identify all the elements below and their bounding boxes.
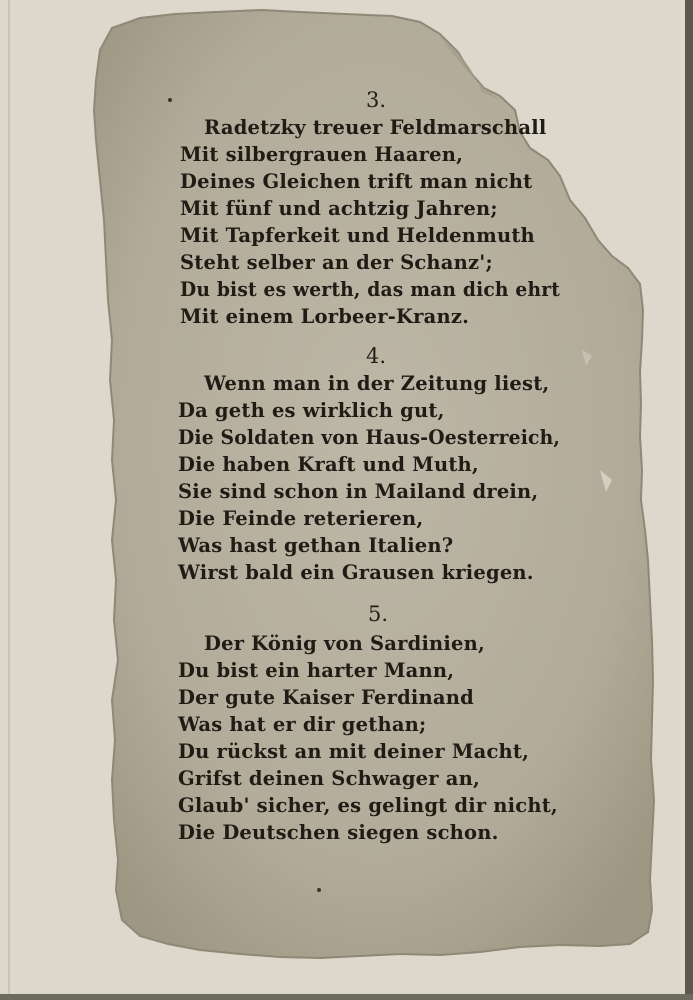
ink-dot bbox=[168, 98, 172, 102]
stanza-5-line-8: Die Deutschen siegen schon. bbox=[178, 821, 499, 844]
stanza-3-line-1: Radetzky treuer Feldmarschall bbox=[204, 116, 547, 139]
stanza-3-line-8: Mit einem Lorbeer-Kranz. bbox=[180, 305, 470, 328]
stanza-5-line-1: Der König von Sardinien, bbox=[204, 632, 486, 655]
stanza-4-line-6: Die Feinde reterieren, bbox=[178, 507, 424, 530]
stanza-4-line-7: Was hast gethan Italien? bbox=[178, 534, 454, 557]
stanza-5-line-3: Der gute Kaiser Ferdinand bbox=[178, 686, 474, 709]
stanza-3-line-2: Mit silbergrauen Haaren, bbox=[180, 143, 464, 166]
stanza-3-line-3: Deines Gleichen trift man nicht bbox=[180, 170, 533, 193]
stanza-4-line-5: Sie sind schon in Mailand drein, bbox=[178, 480, 539, 503]
stanza-4-line-1: Wenn man in der Zeitung liest, bbox=[204, 372, 550, 395]
stanza-3-line-7: Du bist es werth, das man dich ehrt bbox=[180, 278, 561, 301]
stanza-4-line-2: Da geth es wirklich gut, bbox=[178, 399, 445, 422]
stanza-3-number: 3. bbox=[366, 88, 387, 112]
stanza-3-line-4: Mit fünf und achtzig Jahren; bbox=[180, 197, 498, 220]
stanza-3-line-6: Steht selber an der Schanz'; bbox=[180, 251, 493, 274]
stanza-5-line-5: Du rückst an mit deiner Macht, bbox=[178, 740, 530, 763]
stanza-4-line-8: Wirst bald ein Grausen kriegen. bbox=[178, 561, 534, 584]
stanza-5-line-6: Grifst deinen Schwager an, bbox=[178, 767, 480, 790]
stanza-3-line-5: Mit Tapferkeit und Heldenmuth bbox=[180, 224, 535, 247]
stanza-4-number: 4. bbox=[366, 344, 387, 368]
stanza-5-line-4: Was hat er dir gethan; bbox=[178, 713, 427, 736]
stanza-4-line-3: Die Soldaten von Haus-Oesterreich, bbox=[178, 426, 561, 449]
stanza-4-line-4: Die haben Kraft und Muth, bbox=[178, 453, 479, 476]
ink-dot bbox=[317, 888, 321, 892]
stanza-5-number: 5. bbox=[368, 602, 389, 626]
stanza-5-line-2: Du bist ein harter Mann, bbox=[178, 659, 455, 682]
stanza-5-line-7: Glaub' sicher, es gelingt dir nicht, bbox=[178, 794, 558, 817]
